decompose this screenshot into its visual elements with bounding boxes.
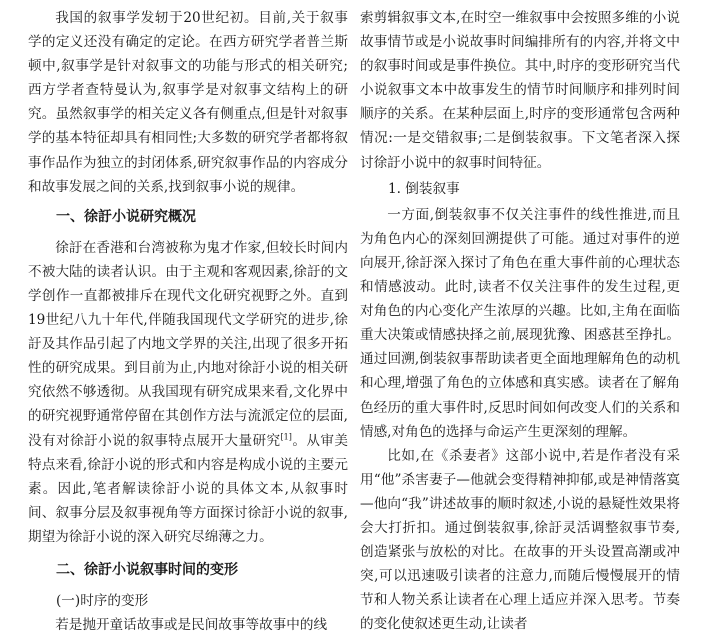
section2-heading: 二、徐訏小说叙事时间的变形 bbox=[56, 561, 238, 578]
section1-heading: 一、徐訏小说研究概况 bbox=[56, 208, 196, 225]
subsection1-heading: (一)时序的变形 bbox=[56, 592, 149, 609]
left-column bbox=[28, 6, 348, 637]
item1-heading: 1. 倒装叙事 bbox=[388, 180, 460, 197]
citation-1: [1] bbox=[280, 431, 292, 441]
right-column bbox=[360, 6, 680, 636]
section1-paragraph-part2: 。从审美特点来看,徐訏小说的形式和内容是构成小说的主要元素。因此,笔者解读徐訏小说的具体文本,从叙事时间、叙事分层及叙事视角等方面探讨徐訏小说的叙事,期望为徐訏小说的深入研究尽绵薄之力。 bbox=[28, 432, 349, 545]
item1-paragraph-1: 一方面,倒装叙事不仅关注事件的线性推进,而且为角色内心的深刻回溯提供了可能。通过对事件的逆向展开,徐訏深入探讨了角色在重大事件前的心理状态和情感波动。此时,读者不仅关注事件的发生过程,更对角色的内心变化产生浓厚的兴趣。比如,主角在面临重大决策或情感抉择之前,展现犹豫、困惑甚至挣扎。通过回溯,倒装叙事帮助读者更全面地理解角色的动机和心理,增强了角色的立体感和真实感。读者在了解角色经历的重大事件时,反思时间如何改变人们的关系和情感,对角色的选择与命运产生更深刻的理解。 bbox=[360, 206, 680, 440]
continued-paragraph: 索剪辑叙事文本,在时空一维叙事中会按照多维的小说故事情节或是小说故事时间编排所有的内容,并将文中的叙事时间或是事件换位。其中,时序的变形研究当代小说叙事文本中故事发生的情节时间顺序和排列时间顺序的关系。在某种层面上,时序的变形通常包含两种情况:一是交错叙事;二是倒装叙事。下文笔者深入探讨徐訏小说中的叙事时间特征。 bbox=[360, 10, 680, 171]
intro-paragraph: 我国的叙事学发轫于20世纪初。目前,关于叙事学的定义还没有确定的定论。在西方研究学者普兰斯顿中,叙事学是针对叙事文的功能与形式的相关研究;西方学者查特曼认为,叙事学是对叙事文结构上的研究。虽然叙事学的相关定义各有侧重点,但是针对叙事学的基本特征却具有相同性;大多数的研究学者都将叙事作品作为独立的封闭体系,研究叙事作品的内容成分和故事发展之间的关系,找到叙事小说的规律。 bbox=[28, 10, 348, 195]
section1-paragraph-part1: 徐訏在香港和台湾被称为鬼才作家,但较长时间内不被大陆的读者认识。由于主观和客观因素,徐訏的文学创作一直都被排斥在现代文化研究视野之外。直到19世纪八九十年代,伴随我国现代文学研究的进步,徐訏及其作品引起了内地文学界的关注,出现了很多开拓性的研究成果。到目前为止,内地对徐訏小说的相关研究依然不够透彻。从我国现有研究成果来看,文化界中的研究视野通常停留在其创作方法与流派定位的层面,没有对徐訏小说的叙事特点展开大量研究 bbox=[28, 239, 348, 449]
section2-paragraph-start: 若是抛开童话故事或是民间故事等故事中的线 bbox=[55, 616, 328, 633]
section1-paragraph bbox=[28, 236, 348, 549]
item1-paragraph-2: 比如,在《杀妻者》这部小说中,若是作者没有采用“他”杀害妻子—他就会变得精神抑郁,或是神情落寞—他向“我”讲述故事的顺时叙述,小说的悬疑性效果将会大打折扣。通过倒装叙事,徐訏灵活调整叙事节奏,创造紧张与放松的对比。在故事的开头设置高潮或冲突,可以迅速吸引读者的注意力,而随后慢慢展开的情节和人物关系让读者在心理上适应并深入思考。节奏的变化使叙述更生动,让读者 bbox=[360, 447, 680, 633]
